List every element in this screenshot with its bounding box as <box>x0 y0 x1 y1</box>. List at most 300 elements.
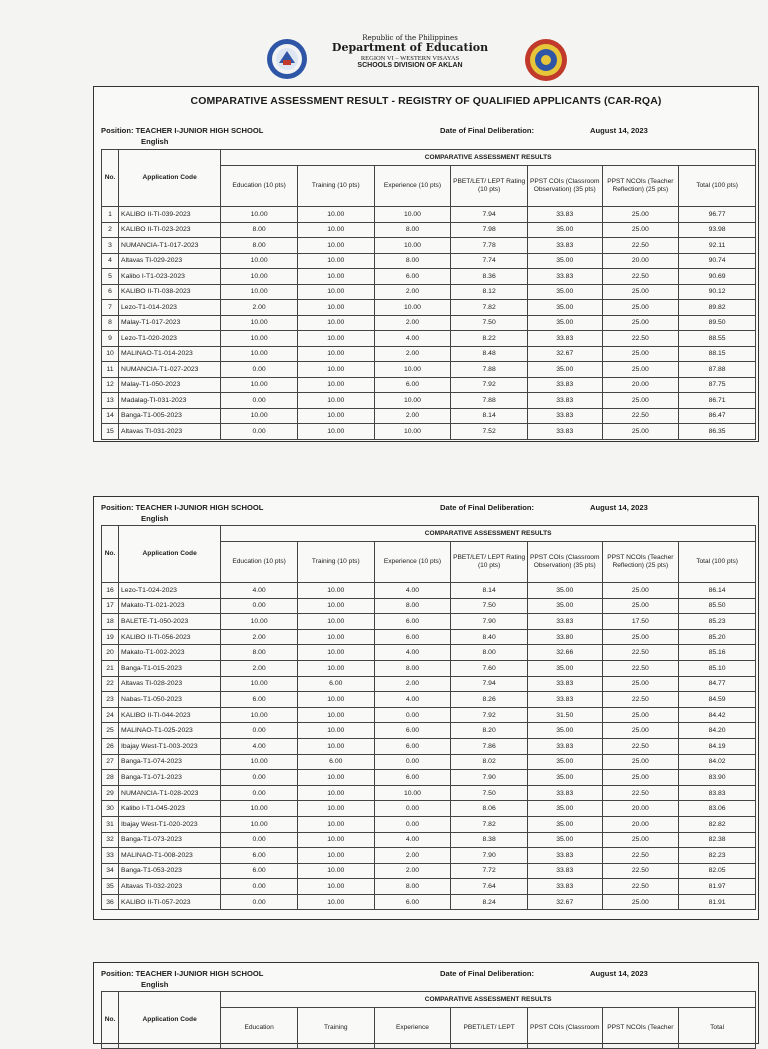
cell-no: 25 <box>102 723 119 739</box>
cell-total: 81.91 <box>679 894 756 910</box>
cell-ncoi: 25.00 <box>602 707 679 723</box>
cell-application-code: Makato-T1-002-2023 <box>119 645 221 661</box>
cell-no: 3 <box>102 238 119 254</box>
cell-experience: 6.00 <box>374 770 451 786</box>
table-row <box>102 315 756 331</box>
cell-application-code: NUMANCIA-T1-027-2023 <box>119 362 221 378</box>
cell-application-code: Altavas TI-028-2023 <box>119 676 221 692</box>
cell-no: 6 <box>102 284 119 300</box>
table-row <box>102 222 756 238</box>
cell-rating: 7.86 <box>451 738 528 754</box>
cell-application-code: Banga-T1-073-2023 <box>119 832 221 848</box>
cell-application-code: Malay-T1-017-2023 <box>119 315 221 331</box>
cell-training: 10.00 <box>297 645 374 661</box>
cell-no: 5 <box>102 269 119 285</box>
cell-education: 6.00 <box>221 863 298 879</box>
cell-education: 2.00 <box>221 629 298 645</box>
cell-coi: 35.00 <box>527 832 602 848</box>
table-row <box>102 331 756 347</box>
cell-experience: 10.00 <box>374 238 451 254</box>
cell-ncoi: 25.00 <box>602 300 679 316</box>
cell-no: 4 <box>102 253 119 269</box>
cell-education: 4.00 <box>221 738 298 754</box>
cell-experience: 4.00 <box>374 645 451 661</box>
cell-rating: 7.50 <box>451 785 528 801</box>
cell-ncoi: 22.50 <box>602 863 679 879</box>
cell-application-code: Altavas TI-031-2023 <box>119 424 221 440</box>
cell-application-code: Ibajay West-T1-020-2023 <box>119 816 221 832</box>
cell-rating: 7.98 <box>451 222 528 238</box>
position-text: Position: TEACHER I-JUNIOR HIGH SCHOOL <box>101 969 264 978</box>
cell-experience: 6.00 <box>374 738 451 754</box>
cell-training: 10.00 <box>297 879 374 895</box>
cell-ncoi: 25.00 <box>602 754 679 770</box>
cell-application-code: Banga-T1-074-2023 <box>119 754 221 770</box>
subject-text: English <box>141 137 169 146</box>
table-row <box>102 785 756 801</box>
table-row <box>102 723 756 739</box>
cell-no: 9 <box>102 331 119 347</box>
table-row <box>102 816 756 832</box>
cell-coi: 35.00 <box>527 315 602 331</box>
cell-experience: 0.00 <box>374 754 451 770</box>
cell-training: 10.00 <box>297 801 374 817</box>
col-training: Training (10 pts) <box>297 166 374 207</box>
cell-coi: 35.00 <box>527 660 602 676</box>
cell-no: 21 <box>102 660 119 676</box>
cell-experience: 4.00 <box>374 331 451 347</box>
position-label <box>101 126 263 146</box>
col-total: Total <box>679 1008 756 1049</box>
cell-training: 10.00 <box>297 222 374 238</box>
col-education: Education <box>221 1008 298 1049</box>
cell-application-code: BALETE-T1-050-2023 <box>119 614 221 630</box>
registry-page-1 <box>93 86 759 442</box>
cell-ncoi: 20.00 <box>602 377 679 393</box>
results-table <box>101 991 756 1049</box>
cell-total: 86.35 <box>679 424 756 440</box>
cell-coi: 33.83 <box>527 238 602 254</box>
table-row <box>102 707 756 723</box>
cell-rating: 7.92 <box>451 707 528 723</box>
cell-ncoi: 25.00 <box>602 207 679 223</box>
cell-total: 83.83 <box>679 785 756 801</box>
cell-no: 22 <box>102 676 119 692</box>
col-rating: PBET/LET/ LEPT Rating (10 pts) <box>451 542 528 583</box>
cell-no: 28 <box>102 770 119 786</box>
cell-training: 10.00 <box>297 832 374 848</box>
cell-ncoi: 22.50 <box>602 331 679 347</box>
col-group-header: COMPARATIVE ASSESSMENT RESULTS <box>221 526 756 542</box>
cell-ncoi: 25.00 <box>602 598 679 614</box>
cell-coi: 33.83 <box>527 269 602 285</box>
cell-education: 0.00 <box>221 832 298 848</box>
cell-rating: 7.60 <box>451 660 528 676</box>
cell-education: 10.00 <box>221 816 298 832</box>
cell-training: 10.00 <box>297 393 374 409</box>
table-row <box>102 207 756 223</box>
cell-rating: 7.82 <box>451 300 528 316</box>
cell-coi: 33.83 <box>527 331 602 347</box>
cell-coi: 32.67 <box>527 346 602 362</box>
cell-total: 82.38 <box>679 832 756 848</box>
cell-coi: 35.00 <box>527 801 602 817</box>
cell-ncoi: 25.00 <box>602 222 679 238</box>
cell-rating: 7.82 <box>451 816 528 832</box>
cell-no: 29 <box>102 785 119 801</box>
cell-no: 33 <box>102 848 119 864</box>
cell-rating: 8.26 <box>451 692 528 708</box>
cell-application-code: MALINAO-T1-014-2023 <box>119 346 221 362</box>
cell-coi: 33.83 <box>527 738 602 754</box>
cell-education: 10.00 <box>221 754 298 770</box>
col-no: No. <box>102 150 119 207</box>
table-row <box>102 583 756 599</box>
cell-coi: 32.67 <box>527 894 602 910</box>
col-ncoi: PPST NCOIs (Teacher Reflection) (25 pts) <box>602 166 679 207</box>
cell-rating: 7.90 <box>451 614 528 630</box>
cell-experience: 6.00 <box>374 894 451 910</box>
registry-page-2 <box>93 496 759 920</box>
cell-training: 10.00 <box>297 408 374 424</box>
table-body <box>102 207 756 440</box>
cell-ncoi: 20.00 <box>602 801 679 817</box>
cell-ncoi: 25.00 <box>602 346 679 362</box>
cell-rating: 8.48 <box>451 346 528 362</box>
cell-application-code: KALIBO II-TI-038-2023 <box>119 284 221 300</box>
cell-rating: 7.50 <box>451 315 528 331</box>
col-group-header: COMPARATIVE ASSESSMENT RESULTS <box>221 992 756 1008</box>
col-application-code: Application Code <box>119 992 221 1049</box>
cell-ncoi: 25.00 <box>602 723 679 739</box>
col-experience: Experience <box>374 1008 451 1049</box>
cell-ncoi: 25.00 <box>602 362 679 378</box>
cell-application-code: Banga-T1-071-2023 <box>119 770 221 786</box>
cell-no: 1 <box>102 207 119 223</box>
cell-total: 85.50 <box>679 598 756 614</box>
table-row <box>102 770 756 786</box>
cell-total: 84.02 <box>679 754 756 770</box>
col-coi: PPST COIs (Classroom Observation) (35 pts) <box>527 542 602 583</box>
table-row <box>102 346 756 362</box>
table-row <box>102 754 756 770</box>
cell-education: 10.00 <box>221 801 298 817</box>
table-row <box>102 832 756 848</box>
cell-total: 87.75 <box>679 377 756 393</box>
cell-no: 14 <box>102 408 119 424</box>
cell-total: 83.06 <box>679 801 756 817</box>
cell-experience: 6.00 <box>374 629 451 645</box>
cell-rating: 8.14 <box>451 583 528 599</box>
cell-ncoi: 22.50 <box>602 692 679 708</box>
cell-education: 0.00 <box>221 393 298 409</box>
cell-no: 15 <box>102 424 119 440</box>
cell-education: 10.00 <box>221 253 298 269</box>
cell-training: 10.00 <box>297 269 374 285</box>
cell-ncoi: 25.00 <box>602 770 679 786</box>
cell-education: 4.00 <box>221 583 298 599</box>
table-row <box>102 408 756 424</box>
document-title: COMPARATIVE ASSESSMENT RESULT - REGISTRY OF QUALIFIED APPLICANTS (CAR-RQA) <box>190 95 662 107</box>
cell-education: 6.00 <box>221 692 298 708</box>
cell-training: 10.00 <box>297 614 374 630</box>
cell-experience: 10.00 <box>374 207 451 223</box>
cell-coi: 35.00 <box>527 284 602 300</box>
cell-application-code: NUMANCIA-T1-028-2023 <box>119 785 221 801</box>
cell-total: 88.15 <box>679 346 756 362</box>
col-no: No. <box>102 992 119 1049</box>
cell-ncoi: 22.50 <box>602 408 679 424</box>
cell-ncoi: 25.00 <box>602 676 679 692</box>
cell-education: 10.00 <box>221 614 298 630</box>
cell-application-code: Malay-T1-050-2023 <box>119 377 221 393</box>
cell-education: 10.00 <box>221 707 298 723</box>
division-line: SCHOOLS DIVISION OF AKLAN <box>357 62 463 70</box>
cell-training: 10.00 <box>297 863 374 879</box>
cell-rating: 7.88 <box>451 362 528 378</box>
cell-training: 10.00 <box>297 785 374 801</box>
col-training: Training (10 pts) <box>297 542 374 583</box>
cell-ncoi: 25.00 <box>602 894 679 910</box>
cell-training: 10.00 <box>297 707 374 723</box>
cell-ncoi: 22.50 <box>602 785 679 801</box>
table-row <box>102 269 756 285</box>
cell-experience: 4.00 <box>374 832 451 848</box>
cell-experience: 2.00 <box>374 284 451 300</box>
cell-no: 31 <box>102 816 119 832</box>
cell-coi: 35.00 <box>527 362 602 378</box>
cell-ncoi: 25.00 <box>602 629 679 645</box>
cell-training: 10.00 <box>297 816 374 832</box>
cell-no: 8 <box>102 315 119 331</box>
cell-application-code: Banga-T1-053-2023 <box>119 863 221 879</box>
cell-ncoi: 25.00 <box>602 424 679 440</box>
cell-application-code: KALIBO II-TI-044-2023 <box>119 707 221 723</box>
cell-training: 10.00 <box>297 894 374 910</box>
cell-total: 84.77 <box>679 676 756 692</box>
cell-experience: 2.00 <box>374 863 451 879</box>
cell-total: 88.55 <box>679 331 756 347</box>
col-application-code: Application Code <box>119 150 221 207</box>
cell-rating: 7.64 <box>451 879 528 895</box>
cell-experience: 10.00 <box>374 785 451 801</box>
letterhead-text <box>330 34 490 70</box>
cell-experience: 4.00 <box>374 692 451 708</box>
cell-no: 20 <box>102 645 119 661</box>
cell-education: 8.00 <box>221 645 298 661</box>
cell-ncoi: 20.00 <box>602 253 679 269</box>
cell-total: 96.77 <box>679 207 756 223</box>
cell-total: 85.20 <box>679 629 756 645</box>
cell-total: 89.82 <box>679 300 756 316</box>
cell-experience: 8.00 <box>374 222 451 238</box>
cell-total: 89.50 <box>679 315 756 331</box>
cell-experience: 2.00 <box>374 315 451 331</box>
deliberation-label: Date of Final Deliberation: <box>440 969 535 978</box>
position-text: Position: TEACHER I-JUNIOR HIGH SCHOOL <box>101 126 264 135</box>
cell-coi: 35.00 <box>527 770 602 786</box>
registry-page-3 <box>93 962 759 1044</box>
cell-education: 0.00 <box>221 723 298 739</box>
table-row <box>102 362 756 378</box>
cell-experience: 0.00 <box>374 816 451 832</box>
cell-application-code: KALIBO II-TI-056-2023 <box>119 629 221 645</box>
cell-ncoi: 25.00 <box>602 583 679 599</box>
cell-experience: 4.00 <box>374 583 451 599</box>
table-row <box>102 863 756 879</box>
cell-coi: 31.50 <box>527 707 602 723</box>
cell-education: 10.00 <box>221 408 298 424</box>
cell-training: 10.00 <box>297 660 374 676</box>
cell-ncoi: 25.00 <box>602 315 679 331</box>
cell-ncoi: 22.50 <box>602 645 679 661</box>
cell-rating: 8.22 <box>451 331 528 347</box>
cell-ncoi: 22.50 <box>602 879 679 895</box>
cell-coi: 35.00 <box>527 300 602 316</box>
results-table <box>101 149 756 440</box>
cell-training: 10.00 <box>297 362 374 378</box>
cell-education: 0.00 <box>221 785 298 801</box>
cell-application-code: KALIBO II-TI-039-2023 <box>119 207 221 223</box>
letterhead <box>0 30 768 80</box>
cell-total: 90.74 <box>679 253 756 269</box>
cell-education: 10.00 <box>221 284 298 300</box>
cell-rating: 7.88 <box>451 393 528 409</box>
cell-application-code: Kalibo I-T1-045-2023 <box>119 801 221 817</box>
cell-no: 10 <box>102 346 119 362</box>
cell-total: 90.69 <box>679 269 756 285</box>
cell-application-code: Altavas TI-029-2023 <box>119 253 221 269</box>
table-row <box>102 676 756 692</box>
cell-training: 10.00 <box>297 207 374 223</box>
cell-total: 84.19 <box>679 738 756 754</box>
cell-education: 10.00 <box>221 676 298 692</box>
table-body <box>102 583 756 910</box>
cell-training: 6.00 <box>297 754 374 770</box>
cell-experience: 2.00 <box>374 346 451 362</box>
col-no: No. <box>102 526 119 583</box>
cell-experience: 0.00 <box>374 801 451 817</box>
deped-seal-icon <box>266 38 308 80</box>
cell-training: 10.00 <box>297 738 374 754</box>
deliberation-label: Date of Final Deliberation: <box>440 503 535 512</box>
cell-application-code: Kalibo I-T1-023-2023 <box>119 269 221 285</box>
table-row <box>102 848 756 864</box>
cell-coi: 33.83 <box>527 393 602 409</box>
cell-coi: 35.00 <box>527 253 602 269</box>
cell-coi: 33.83 <box>527 614 602 630</box>
cell-experience: 2.00 <box>374 408 451 424</box>
deliberation-date: August 14, 2023 <box>590 969 648 978</box>
table-row <box>102 614 756 630</box>
cell-training: 10.00 <box>297 315 374 331</box>
cell-coi: 33.83 <box>527 879 602 895</box>
cell-coi: 35.00 <box>527 723 602 739</box>
deliberation-date: August 14, 2023 <box>590 503 648 512</box>
cell-application-code: NUMANCIA-T1-017-2023 <box>119 238 221 254</box>
table-row <box>102 238 756 254</box>
cell-ncoi: 25.00 <box>602 393 679 409</box>
region-line: REGION VI – WESTERN VISAYAS <box>360 54 460 62</box>
table-row <box>102 393 756 409</box>
table-row <box>102 801 756 817</box>
col-experience: Experience (10 pts) <box>374 542 451 583</box>
cell-experience: 10.00 <box>374 300 451 316</box>
cell-application-code: Madalag-TI-031-2023 <box>119 393 221 409</box>
cell-experience: 6.00 <box>374 614 451 630</box>
cell-rating: 7.78 <box>451 238 528 254</box>
cell-application-code: Banga-T1-005-2023 <box>119 408 221 424</box>
cell-training: 10.00 <box>297 848 374 864</box>
cell-rating: 7.74 <box>451 253 528 269</box>
cell-application-code: Makato-T1-021-2023 <box>119 598 221 614</box>
cell-rating: 8.36 <box>451 269 528 285</box>
cell-no: 34 <box>102 863 119 879</box>
cell-no: 17 <box>102 598 119 614</box>
col-total: Total (100 pts) <box>679 166 756 207</box>
cell-training: 6.00 <box>297 676 374 692</box>
cell-application-code: Ibajay West-T1-003-2023 <box>119 738 221 754</box>
cell-ncoi: 25.00 <box>602 832 679 848</box>
cell-experience: 0.00 <box>374 707 451 723</box>
cell-training: 10.00 <box>297 629 374 645</box>
cell-education: 0.00 <box>221 770 298 786</box>
cell-application-code: KALIBO II-TI-057-2023 <box>119 894 221 910</box>
cell-rating: 7.90 <box>451 770 528 786</box>
table-row <box>102 894 756 910</box>
cell-rating: 7.94 <box>451 676 528 692</box>
cell-experience: 10.00 <box>374 424 451 440</box>
cell-coi: 35.00 <box>527 583 602 599</box>
cell-rating: 7.50 <box>451 598 528 614</box>
cell-application-code: Lezo-T1-014-2023 <box>119 300 221 316</box>
col-education: Education (10 pts) <box>221 166 298 207</box>
cell-rating: 7.52 <box>451 424 528 440</box>
cell-no: 35 <box>102 879 119 895</box>
cell-total: 84.20 <box>679 723 756 739</box>
cell-ncoi: 22.50 <box>602 660 679 676</box>
cell-experience: 8.00 <box>374 253 451 269</box>
col-group-header: COMPARATIVE ASSESSMENT RESULTS <box>221 150 756 166</box>
cell-application-code: MALINAO-T1-008-2023 <box>119 848 221 864</box>
cell-total: 83.90 <box>679 770 756 786</box>
cell-coi: 33.83 <box>527 863 602 879</box>
cell-rating: 8.00 <box>451 645 528 661</box>
cell-experience: 8.00 <box>374 879 451 895</box>
cell-training: 10.00 <box>297 723 374 739</box>
cell-education: 10.00 <box>221 269 298 285</box>
table-row <box>102 738 756 754</box>
col-rating: PBET/LET/ LEPT Rating (10 pts) <box>451 166 528 207</box>
cell-total: 86.47 <box>679 408 756 424</box>
division-seal-icon <box>524 38 568 82</box>
cell-training: 10.00 <box>297 284 374 300</box>
cell-experience: 8.00 <box>374 660 451 676</box>
col-ncoi: PPST NCOIs (Teacher Reflection) (25 pts) <box>602 542 679 583</box>
cell-coi: 33.83 <box>527 785 602 801</box>
cell-coi: 33.83 <box>527 676 602 692</box>
cell-coi: 35.00 <box>527 754 602 770</box>
table-row <box>102 284 756 300</box>
republic-line: Republic of the Philippines <box>362 34 458 42</box>
cell-no: 36 <box>102 894 119 910</box>
cell-no: 23 <box>102 692 119 708</box>
cell-training: 10.00 <box>297 238 374 254</box>
cell-education: 8.00 <box>221 238 298 254</box>
cell-ncoi: 22.50 <box>602 269 679 285</box>
cell-total: 92.11 <box>679 238 756 254</box>
cell-no: 12 <box>102 377 119 393</box>
